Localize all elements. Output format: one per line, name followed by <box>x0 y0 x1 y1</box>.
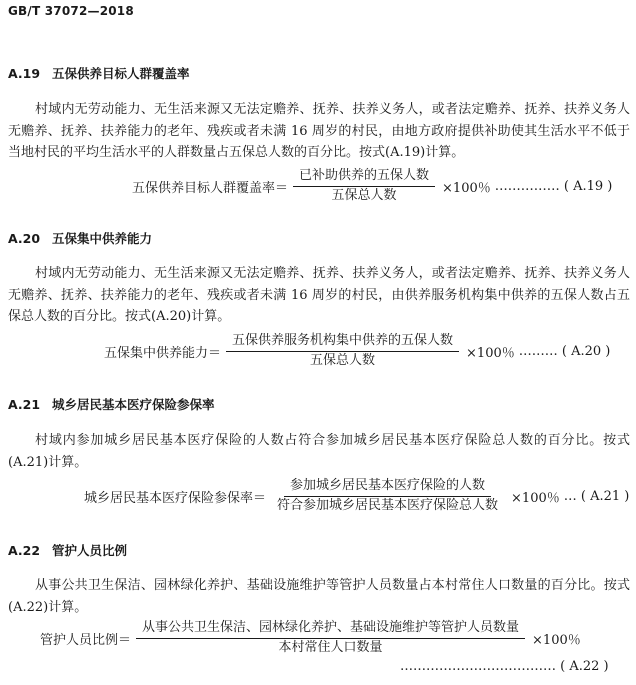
section-paragraph-a22: 从事公共卫生保洁、园林绿化养护、基础设施维护等管护人员数量占本村常住人口数量的百分比。按式(A.22)计算。 <box>8 578 630 615</box>
formula-multiplier: ×100％ <box>466 345 515 361</box>
section-paragraph-a21: 村域内参加城乡居民基本医疗保险的人数占符合参加城乡居民基本医疗保险总人数的百分比。按式(A.21)计算。 <box>8 433 630 470</box>
section-number: A.20 <box>8 231 41 246</box>
section-paragraph-a20: 村域内无劳动能力、无生活来源又无法定赡养、抚养、扶养义务人，或者法定赡养、抚养、扶养义务人无赡养、抚养、扶养能力的老年、残疾或者未满 16 周岁的村民，由供养服务机构集中供养的五保人数占五保总人数的百分比。按式(A.20)计算。 <box>8 266 630 324</box>
formula-multiplier: ×100％ <box>511 490 560 506</box>
formula-numerator: 五保供养服务机构集中供养的五保人数 <box>226 333 459 352</box>
formula-fraction <box>136 620 525 656</box>
formula-tag: … ( A.21 ) <box>563 488 630 504</box>
section-title-a20 <box>8 229 152 247</box>
section-heading: 城乡居民基本医疗保险参保率 <box>52 397 215 412</box>
section-heading: 五保集中供养能力 <box>52 231 153 246</box>
section-title-a21 <box>8 395 215 413</box>
formula-a22 <box>40 620 581 656</box>
formula-tag: …………… ( A.19 ) <box>494 178 613 194</box>
formula-denominator: 符合参加城乡居民基本医疗保险总人数 <box>277 498 499 513</box>
formula-denominator: 本村常住人口数量 <box>278 640 383 655</box>
formula-fraction <box>271 478 504 514</box>
section-paragraph-a19: 村域内无劳动能力、无生活来源又无法定赡养、抚养、扶养义务人，或者法定赡养、抚养、扶养义务人无赡养、抚养、扶养能力的老年、残疾或者未满 16 周岁的村民，由地方政府提供补助使其生活水平不低于当地村民的平均生活水平的人群数量占五保总人数的百分比。按式(A.19)计算。 <box>8 102 630 160</box>
formula-numerator: 已补助供养的五保人数 <box>293 168 435 187</box>
section-title-a22 <box>8 541 127 559</box>
formula-a20 <box>104 333 610 369</box>
formula-a21 <box>84 478 629 514</box>
formula-lhs: 五保供养目标人群覆盖率＝ <box>132 180 289 196</box>
formula-a19 <box>132 168 612 204</box>
section-number: A.21 <box>8 397 41 412</box>
formula-fraction <box>226 333 459 369</box>
formula-lhs: 五保集中供养能力＝ <box>104 345 222 361</box>
formula-multiplier: ×100％ <box>532 632 581 648</box>
formula-tag: ……… ( A.20 ) <box>518 343 611 359</box>
section-heading: 管护人员比例 <box>52 543 128 558</box>
formula-lhs: 管护人员比例＝ <box>40 632 132 648</box>
section-number: A.19 <box>8 66 41 81</box>
section-heading: 五保供养目标人群覆盖率 <box>52 66 190 81</box>
section-title-a19 <box>8 64 190 82</box>
standard-number-header: GB/T 37072—2018 <box>8 4 134 18</box>
section-number: A.22 <box>8 543 41 558</box>
formula-tag-a22: ……………………………… ( A.22 ) <box>400 659 609 674</box>
formula-multiplier: ×100％ <box>442 180 491 196</box>
formula-denominator: 五保总人数 <box>331 188 397 203</box>
formula-numerator: 参加城乡居民基本医疗保险的人数 <box>284 478 491 497</box>
formula-fraction <box>293 168 435 204</box>
formula-lhs: 城乡居民基本医疗保险参保率＝ <box>84 490 267 506</box>
formula-denominator: 五保总人数 <box>310 353 376 368</box>
formula-numerator: 从事公共卫生保洁、园林绿化养护、基础设施维护等管护人员数量 <box>136 620 525 639</box>
